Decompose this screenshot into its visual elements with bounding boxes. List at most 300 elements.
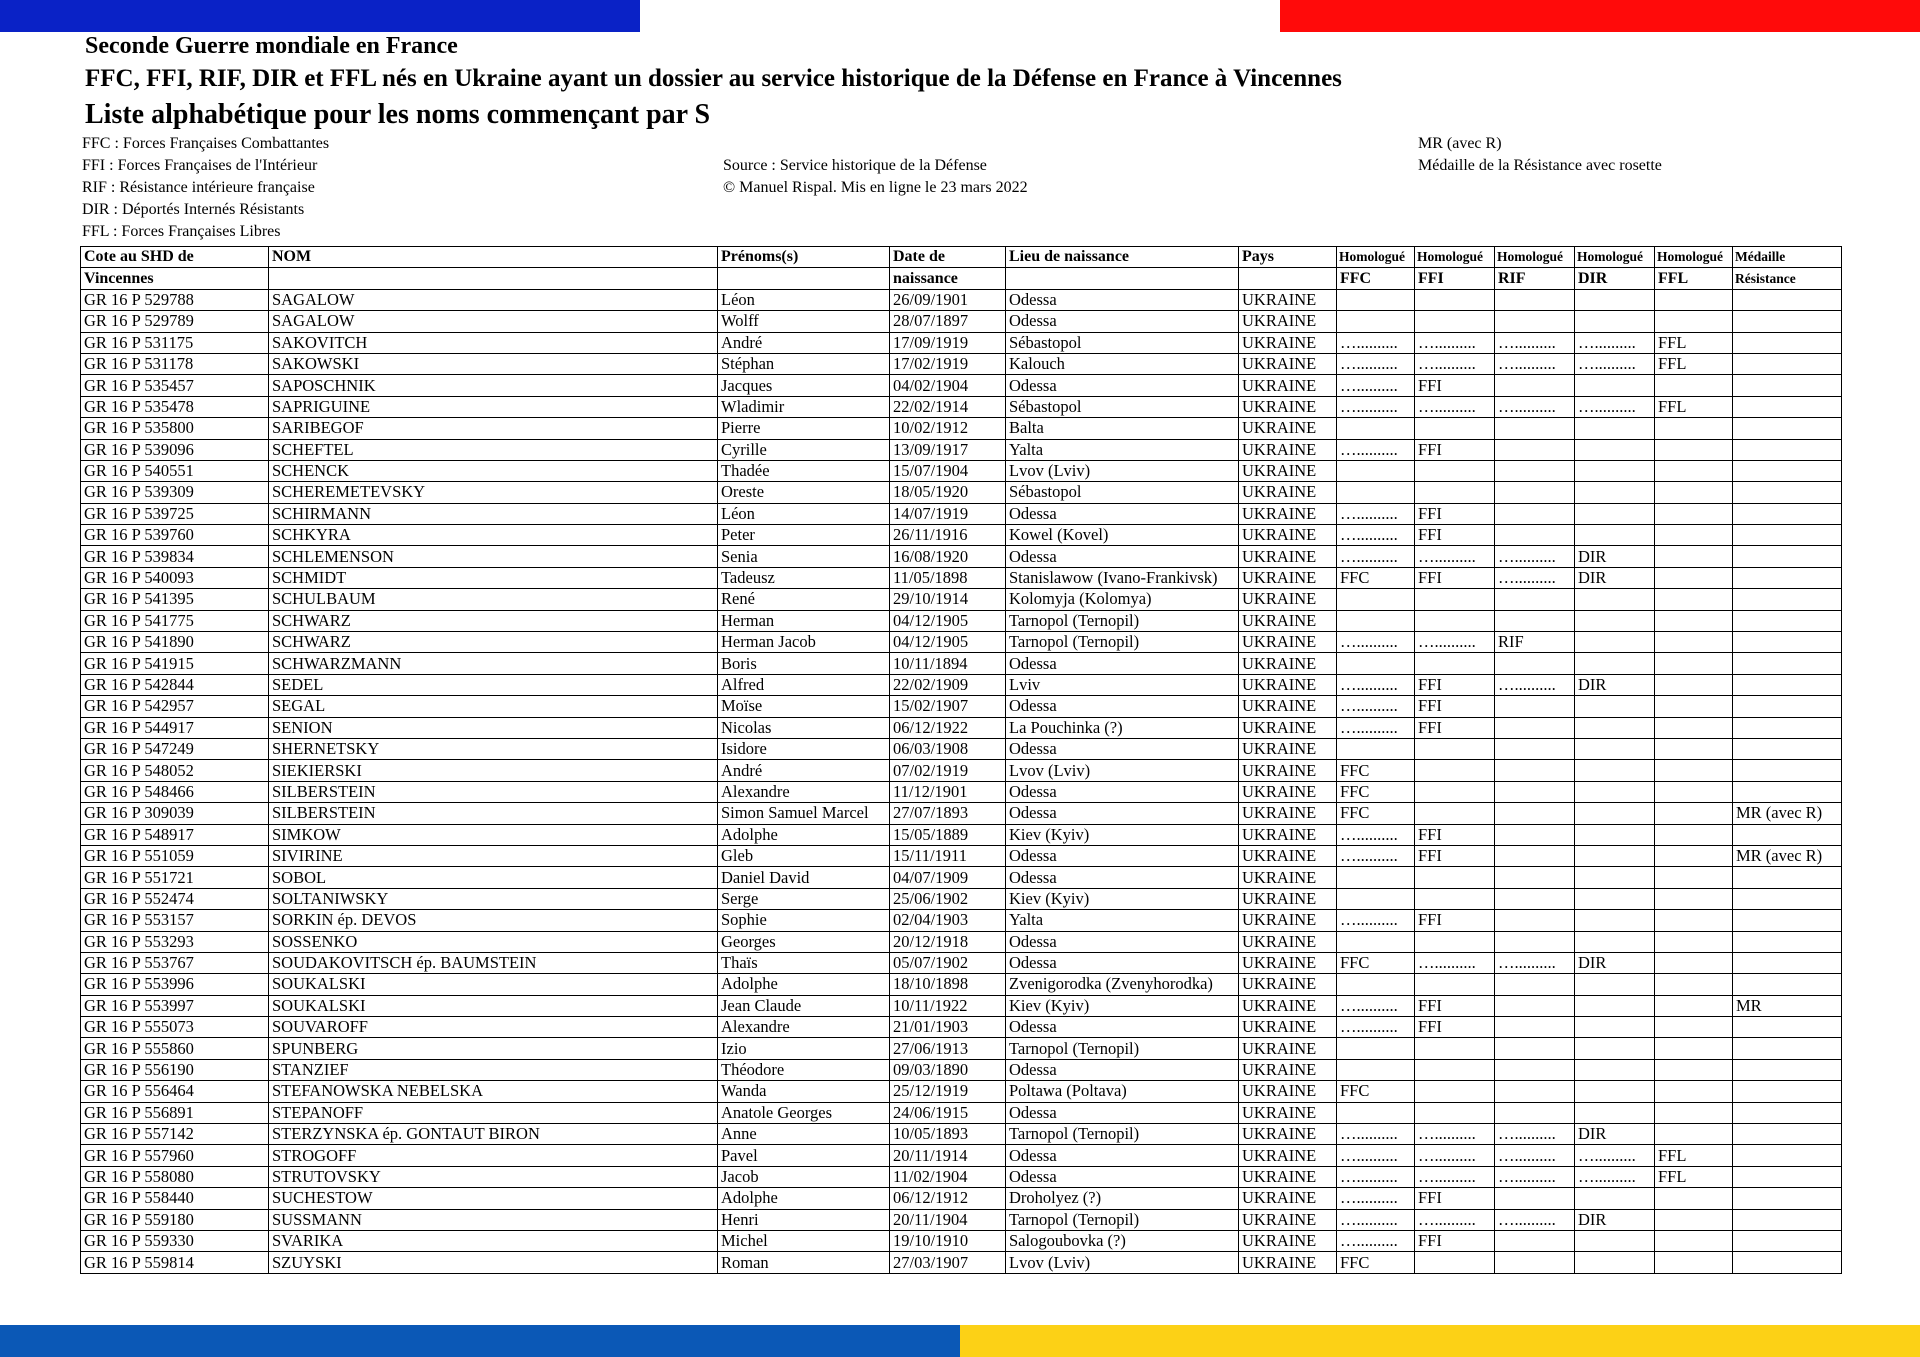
cell-lieu: Zvenigorodka (Zvenyhorodka) bbox=[1006, 974, 1239, 995]
col-header-prenoms: Prénoms(s) bbox=[718, 247, 890, 268]
cell-dir: ….......... bbox=[1575, 1145, 1655, 1166]
cell-medaille bbox=[1733, 460, 1842, 481]
cell-medaille bbox=[1733, 1145, 1842, 1166]
cell-lieu: Odessa bbox=[1006, 503, 1239, 524]
cell-ffc: ….......... bbox=[1337, 696, 1415, 717]
col-header-nom: NOM bbox=[269, 247, 718, 268]
table-row bbox=[81, 1166, 1842, 1187]
cell-lieu: Kalouch bbox=[1006, 353, 1239, 374]
cell-ffl bbox=[1655, 717, 1733, 738]
cell-date: 26/09/1901 bbox=[890, 289, 1006, 310]
cell-ffi: FFI bbox=[1415, 525, 1495, 546]
cell-cote: GR 16 P 548466 bbox=[81, 781, 269, 802]
cell-ffi: ….......... bbox=[1415, 1166, 1495, 1187]
cell-ffl bbox=[1655, 546, 1733, 567]
cell-prenoms: Herman Jacob bbox=[718, 632, 890, 653]
cell-date: 27/06/1913 bbox=[890, 1038, 1006, 1059]
cell-nom: SAPRIGUINE bbox=[269, 396, 718, 417]
cell-rif: ….......... bbox=[1495, 396, 1575, 417]
cell-medaille bbox=[1733, 653, 1842, 674]
cell-ffc: ….......... bbox=[1337, 632, 1415, 653]
cell-ffc: FFC bbox=[1337, 803, 1415, 824]
cell-ffl bbox=[1655, 567, 1733, 588]
cell-date: 18/05/1920 bbox=[890, 482, 1006, 503]
cell-date: 26/11/1916 bbox=[890, 525, 1006, 546]
cell-ffi: FFI bbox=[1415, 845, 1495, 866]
cell-ffi: FFI bbox=[1415, 503, 1495, 524]
cell-nom: SCHENCK bbox=[269, 460, 718, 481]
cell-pays: UKRAINE bbox=[1239, 760, 1337, 781]
cell-dir bbox=[1575, 974, 1655, 995]
table-row bbox=[81, 525, 1842, 546]
cell-ffc: ….......... bbox=[1337, 674, 1415, 695]
cell-ffc: ….......... bbox=[1337, 396, 1415, 417]
cell-ffc bbox=[1337, 653, 1415, 674]
cell-nom: SOBOL bbox=[269, 867, 718, 888]
cell-medaille bbox=[1733, 567, 1842, 588]
cell-nom: SOSSENKO bbox=[269, 931, 718, 952]
cell-ffi bbox=[1415, 867, 1495, 888]
cell-cote: GR 16 P 535457 bbox=[81, 375, 269, 396]
table-row bbox=[81, 418, 1842, 439]
table-row bbox=[81, 1059, 1842, 1080]
cell-nom: SORKIN ép. DEVOS bbox=[269, 910, 718, 931]
cell-prenoms: Michel bbox=[718, 1230, 890, 1251]
cell-ffi: ….......... bbox=[1415, 952, 1495, 973]
cell-pays: UKRAINE bbox=[1239, 1230, 1337, 1251]
cell-cote: GR 16 P 553997 bbox=[81, 995, 269, 1016]
cell-prenoms: Adolphe bbox=[718, 1188, 890, 1209]
cell-nom: SCHWARZ bbox=[269, 610, 718, 631]
cell-ffl: FFL bbox=[1655, 332, 1733, 353]
cell-nom: SAKOVITCH bbox=[269, 332, 718, 353]
cell-prenoms: Adolphe bbox=[718, 824, 890, 845]
cell-medaille bbox=[1733, 1209, 1842, 1230]
cell-lieu: Odessa bbox=[1006, 1059, 1239, 1080]
cell-date: 15/02/1907 bbox=[890, 696, 1006, 717]
cell-cote: GR 16 P 539760 bbox=[81, 525, 269, 546]
cell-dir: DIR bbox=[1575, 567, 1655, 588]
cell-lieu: Odessa bbox=[1006, 311, 1239, 332]
cell-ffl bbox=[1655, 1038, 1733, 1059]
cell-dir bbox=[1575, 1102, 1655, 1123]
cell-nom: STRUTOVSKY bbox=[269, 1166, 718, 1187]
cell-cote: GR 16 P 541775 bbox=[81, 610, 269, 631]
cell-ffl: FFL bbox=[1655, 1166, 1733, 1187]
medal-legend-text: Médaille de la Résistance avec rosette bbox=[1418, 157, 1662, 174]
cell-pays: UKRAINE bbox=[1239, 353, 1337, 374]
cell-medaille bbox=[1733, 418, 1842, 439]
cell-pays: UKRAINE bbox=[1239, 375, 1337, 396]
cell-nom: SCHULBAUM bbox=[269, 589, 718, 610]
cell-ffc: FFC bbox=[1337, 567, 1415, 588]
cell-cote: GR 16 P 535478 bbox=[81, 396, 269, 417]
cell-dir: DIR bbox=[1575, 1124, 1655, 1145]
flag-band-yellow-bottom bbox=[960, 1325, 1920, 1357]
cell-lieu: Odessa bbox=[1006, 952, 1239, 973]
cell-lieu: Yalta bbox=[1006, 910, 1239, 931]
cell-cote: GR 16 P 551721 bbox=[81, 867, 269, 888]
cell-rif bbox=[1495, 1230, 1575, 1251]
cell-ffc bbox=[1337, 482, 1415, 503]
table-row bbox=[81, 1230, 1842, 1251]
cell-pays: UKRAINE bbox=[1239, 867, 1337, 888]
cell-prenoms: Léon bbox=[718, 289, 890, 310]
cell-rif bbox=[1495, 653, 1575, 674]
cell-medaille bbox=[1733, 1017, 1842, 1038]
cell-rif: ….......... bbox=[1495, 546, 1575, 567]
cell-lieu: Odessa bbox=[1006, 845, 1239, 866]
cell-ffc bbox=[1337, 589, 1415, 610]
cell-medaille bbox=[1733, 738, 1842, 759]
cell-medaille bbox=[1733, 546, 1842, 567]
cell-ffl bbox=[1655, 289, 1733, 310]
col-header-medaille-2: Résistance bbox=[1733, 268, 1842, 289]
cell-ffi: FFI bbox=[1415, 674, 1495, 695]
cell-ffc: ….......... bbox=[1337, 332, 1415, 353]
cell-dir bbox=[1575, 760, 1655, 781]
cell-date: 18/10/1898 bbox=[890, 974, 1006, 995]
col-header-rif-2: RIF bbox=[1495, 268, 1575, 289]
cell-ffi: ….......... bbox=[1415, 632, 1495, 653]
cell-pays: UKRAINE bbox=[1239, 803, 1337, 824]
list-heading: Liste alphabétique pour les noms commençant par S bbox=[85, 99, 711, 130]
cell-ffl bbox=[1655, 418, 1733, 439]
cell-date: 09/03/1890 bbox=[890, 1059, 1006, 1080]
cell-date: 21/01/1903 bbox=[890, 1017, 1006, 1038]
cell-cote: GR 16 P 540551 bbox=[81, 460, 269, 481]
cell-date: 17/09/1919 bbox=[890, 332, 1006, 353]
col-header-cote: Cote au SHD de bbox=[81, 247, 269, 268]
cell-pays: UKRAINE bbox=[1239, 1166, 1337, 1187]
cell-date: 24/06/1915 bbox=[890, 1102, 1006, 1123]
cell-dir bbox=[1575, 460, 1655, 481]
cell-ffi: ….......... bbox=[1415, 1145, 1495, 1166]
cell-pays: UKRAINE bbox=[1239, 824, 1337, 845]
table-row bbox=[81, 1038, 1842, 1059]
col-header-ffc: Homologué bbox=[1337, 247, 1415, 268]
cell-rif: ….......... bbox=[1495, 353, 1575, 374]
cell-dir bbox=[1575, 525, 1655, 546]
cell-nom: SCHLEMENSON bbox=[269, 546, 718, 567]
cell-ffl bbox=[1655, 995, 1733, 1016]
cell-ffc: ….......... bbox=[1337, 1209, 1415, 1230]
cell-ffi bbox=[1415, 888, 1495, 909]
cell-cote: GR 16 P 556891 bbox=[81, 1102, 269, 1123]
cell-dir bbox=[1575, 717, 1655, 738]
cell-dir: ….......... bbox=[1575, 353, 1655, 374]
table-row bbox=[81, 396, 1842, 417]
table-row bbox=[81, 311, 1842, 332]
cell-ffc: ….......... bbox=[1337, 995, 1415, 1016]
cell-ffl bbox=[1655, 632, 1733, 653]
cell-ffc: FFC bbox=[1337, 760, 1415, 781]
cell-ffl bbox=[1655, 589, 1733, 610]
col-header-rif: Homologué bbox=[1495, 247, 1575, 268]
table-row bbox=[81, 781, 1842, 802]
cell-lieu: Kowel (Kovel) bbox=[1006, 525, 1239, 546]
cell-lieu: Odessa bbox=[1006, 1102, 1239, 1123]
cell-cote: GR 16 P 539725 bbox=[81, 503, 269, 524]
cell-dir bbox=[1575, 845, 1655, 866]
cell-ffi bbox=[1415, 781, 1495, 802]
cell-rif bbox=[1495, 803, 1575, 824]
cell-ffc bbox=[1337, 931, 1415, 952]
cell-medaille bbox=[1733, 482, 1842, 503]
cell-medaille bbox=[1733, 1188, 1842, 1209]
cell-medaille bbox=[1733, 525, 1842, 546]
cell-pays: UKRAINE bbox=[1239, 503, 1337, 524]
cell-medaille bbox=[1733, 610, 1842, 631]
cell-dir: ….......... bbox=[1575, 332, 1655, 353]
cell-medaille bbox=[1733, 867, 1842, 888]
cell-rif bbox=[1495, 1188, 1575, 1209]
col-header-ffc-2: FFC bbox=[1337, 268, 1415, 289]
cell-rif bbox=[1495, 311, 1575, 332]
table-row bbox=[81, 931, 1842, 952]
cell-date: 16/08/1920 bbox=[890, 546, 1006, 567]
cell-rif: RIF bbox=[1495, 632, 1575, 653]
cell-prenoms: Herman bbox=[718, 610, 890, 631]
cell-medaille bbox=[1733, 375, 1842, 396]
cell-pays: UKRAINE bbox=[1239, 1145, 1337, 1166]
cell-cote: GR 16 P 542844 bbox=[81, 674, 269, 695]
cell-nom: SAGALOW bbox=[269, 289, 718, 310]
cell-pays: UKRAINE bbox=[1239, 717, 1337, 738]
cell-cote: GR 16 P 542957 bbox=[81, 696, 269, 717]
cell-dir bbox=[1575, 1252, 1655, 1273]
cell-pays: UKRAINE bbox=[1239, 696, 1337, 717]
cell-ffl bbox=[1655, 1188, 1733, 1209]
copyright-line: © Manuel Rispal. Mis en ligne le 23 mars 2022 bbox=[723, 179, 1028, 196]
cell-ffi: FFI bbox=[1415, 824, 1495, 845]
cell-rif bbox=[1495, 1038, 1575, 1059]
cell-nom: SCHMIDT bbox=[269, 567, 718, 588]
cell-rif: ….......... bbox=[1495, 674, 1575, 695]
cell-medaille bbox=[1733, 503, 1842, 524]
cell-ffc: ….......... bbox=[1337, 1145, 1415, 1166]
cell-ffc bbox=[1337, 888, 1415, 909]
cell-date: 22/02/1909 bbox=[890, 674, 1006, 695]
cell-prenoms: Wanda bbox=[718, 1081, 890, 1102]
cell-lieu: Tarnopol (Ternopil) bbox=[1006, 1124, 1239, 1145]
cell-pays: UKRAINE bbox=[1239, 738, 1337, 759]
cell-cote: GR 16 P 539096 bbox=[81, 439, 269, 460]
cell-medaille: MR (avec R) bbox=[1733, 845, 1842, 866]
cell-medaille bbox=[1733, 1166, 1842, 1187]
cell-ffl bbox=[1655, 1124, 1733, 1145]
cell-ffi bbox=[1415, 931, 1495, 952]
col-header-cote-2: Vincennes bbox=[81, 268, 269, 289]
table-row bbox=[81, 332, 1842, 353]
cell-ffc: ….......... bbox=[1337, 824, 1415, 845]
table-row bbox=[81, 888, 1842, 909]
cell-ffc: ….......... bbox=[1337, 717, 1415, 738]
cell-pays: UKRAINE bbox=[1239, 845, 1337, 866]
cell-dir bbox=[1575, 375, 1655, 396]
table-row bbox=[81, 632, 1842, 653]
table-row bbox=[81, 674, 1842, 695]
cell-prenoms: Wladimir bbox=[718, 396, 890, 417]
cell-medaille bbox=[1733, 332, 1842, 353]
cell-rif bbox=[1495, 738, 1575, 759]
cell-prenoms: Sophie bbox=[718, 910, 890, 931]
cell-dir bbox=[1575, 824, 1655, 845]
cell-ffi bbox=[1415, 460, 1495, 481]
table-row bbox=[81, 1017, 1842, 1038]
cell-nom: SILBERSTEIN bbox=[269, 781, 718, 802]
cell-nom: SHERNETSKY bbox=[269, 738, 718, 759]
cell-prenoms: Cyrille bbox=[718, 439, 890, 460]
cell-pays: UKRAINE bbox=[1239, 567, 1337, 588]
table-row bbox=[81, 974, 1842, 995]
cell-prenoms: Serge bbox=[718, 888, 890, 909]
cell-lieu: Odessa bbox=[1006, 1166, 1239, 1187]
table-row bbox=[81, 1124, 1842, 1145]
cell-lieu: Lviv bbox=[1006, 674, 1239, 695]
cell-medaille bbox=[1733, 589, 1842, 610]
cell-dir bbox=[1575, 781, 1655, 802]
cell-medaille bbox=[1733, 696, 1842, 717]
cell-pays: UKRAINE bbox=[1239, 610, 1337, 631]
cell-dir bbox=[1575, 1038, 1655, 1059]
cell-lieu: Salogoubovka (?) bbox=[1006, 1230, 1239, 1251]
cell-dir: DIR bbox=[1575, 546, 1655, 567]
cell-ffi: ….......... bbox=[1415, 396, 1495, 417]
cell-rif bbox=[1495, 1252, 1575, 1273]
cell-pays: UKRAINE bbox=[1239, 460, 1337, 481]
cell-dir bbox=[1575, 1017, 1655, 1038]
flag-band-blue-bottom bbox=[0, 1325, 960, 1357]
table-row bbox=[81, 653, 1842, 674]
cell-ffi bbox=[1415, 311, 1495, 332]
cell-date: 15/07/1904 bbox=[890, 460, 1006, 481]
cell-date: 17/02/1919 bbox=[890, 353, 1006, 374]
cell-nom: SCHEREMETEVSKY bbox=[269, 482, 718, 503]
col-header-ffi: Homologué bbox=[1415, 247, 1495, 268]
cell-lieu: Droholyez (?) bbox=[1006, 1188, 1239, 1209]
cell-lieu: Sébastopol bbox=[1006, 482, 1239, 503]
cell-pays: UKRAINE bbox=[1239, 995, 1337, 1016]
col-header-dir-2: DIR bbox=[1575, 268, 1655, 289]
abbreviation-legend bbox=[82, 133, 329, 243]
cell-date: 13/09/1917 bbox=[890, 439, 1006, 460]
table-row bbox=[81, 1102, 1842, 1123]
cell-rif bbox=[1495, 482, 1575, 503]
cell-date: 04/07/1909 bbox=[890, 867, 1006, 888]
col-header-ffi-2: FFI bbox=[1415, 268, 1495, 289]
cell-nom: STEPANOFF bbox=[269, 1102, 718, 1123]
cell-lieu: Kolomyja (Kolomya) bbox=[1006, 589, 1239, 610]
cell-ffi: FFI bbox=[1415, 910, 1495, 931]
document-subtitle: FFC, FFI, RIF, DIR et FFL nés en Ukraine ayant un dossier au service historique de la Défense en France à Vincennes bbox=[85, 65, 1342, 92]
cell-date: 14/07/1919 bbox=[890, 503, 1006, 524]
cell-date: 04/12/1905 bbox=[890, 610, 1006, 631]
cell-medaille bbox=[1733, 717, 1842, 738]
table-row bbox=[81, 952, 1842, 973]
table-row bbox=[81, 546, 1842, 567]
cell-rif: ….......... bbox=[1495, 1124, 1575, 1145]
cell-medaille bbox=[1733, 1059, 1842, 1080]
table-row bbox=[81, 995, 1842, 1016]
cell-ffc bbox=[1337, 974, 1415, 995]
cell-prenoms: Georges bbox=[718, 931, 890, 952]
cell-cote: GR 16 P 558440 bbox=[81, 1188, 269, 1209]
cell-pays: UKRAINE bbox=[1239, 910, 1337, 931]
cell-cote: GR 16 P 309039 bbox=[81, 803, 269, 824]
table-row bbox=[81, 567, 1842, 588]
cell-lieu: Lvov (Lviv) bbox=[1006, 760, 1239, 781]
cell-cote: GR 16 P 559180 bbox=[81, 1209, 269, 1230]
cell-ffl bbox=[1655, 460, 1733, 481]
cell-rif: ….......... bbox=[1495, 1209, 1575, 1230]
cell-ffl bbox=[1655, 696, 1733, 717]
cell-ffc: ….......... bbox=[1337, 546, 1415, 567]
cell-prenoms: Théodore bbox=[718, 1059, 890, 1080]
records-body bbox=[81, 289, 1842, 1273]
cell-nom: SARIBEGOF bbox=[269, 418, 718, 439]
cell-ffl bbox=[1655, 845, 1733, 866]
cell-cote: GR 16 P 553293 bbox=[81, 931, 269, 952]
col-header-dir: Homologué bbox=[1575, 247, 1655, 268]
cell-ffc bbox=[1337, 418, 1415, 439]
cell-medaille bbox=[1733, 1038, 1842, 1059]
cell-cote: GR 16 P 539309 bbox=[81, 482, 269, 503]
cell-lieu: Odessa bbox=[1006, 696, 1239, 717]
cell-ffi bbox=[1415, 653, 1495, 674]
cell-medaille bbox=[1733, 888, 1842, 909]
cell-rif bbox=[1495, 995, 1575, 1016]
cell-pays: UKRAINE bbox=[1239, 674, 1337, 695]
cell-pays: UKRAINE bbox=[1239, 1209, 1337, 1230]
cell-lieu: Yalta bbox=[1006, 439, 1239, 460]
cell-ffl bbox=[1655, 867, 1733, 888]
cell-medaille bbox=[1733, 974, 1842, 995]
cell-date: 06/12/1912 bbox=[890, 1188, 1006, 1209]
cell-date: 04/02/1904 bbox=[890, 375, 1006, 396]
cell-date: 06/12/1922 bbox=[890, 717, 1006, 738]
cell-nom: SCHWARZMANN bbox=[269, 653, 718, 674]
cell-prenoms: Henri bbox=[718, 1209, 890, 1230]
cell-ffi bbox=[1415, 974, 1495, 995]
table-row bbox=[81, 375, 1842, 396]
cell-date: 10/02/1912 bbox=[890, 418, 1006, 439]
cell-ffi bbox=[1415, 1059, 1495, 1080]
cell-dir bbox=[1575, 910, 1655, 931]
cell-ffl bbox=[1655, 1081, 1733, 1102]
cell-cote: GR 16 P 541890 bbox=[81, 632, 269, 653]
header-row bbox=[81, 268, 1842, 289]
cell-prenoms: Anatole Georges bbox=[718, 1102, 890, 1123]
cell-lieu: Odessa bbox=[1006, 781, 1239, 802]
cell-cote: GR 16 P 548052 bbox=[81, 760, 269, 781]
cell-date: 29/10/1914 bbox=[890, 589, 1006, 610]
cell-ffi: FFI bbox=[1415, 1230, 1495, 1251]
cell-dir bbox=[1575, 289, 1655, 310]
cell-ffi: ….......... bbox=[1415, 332, 1495, 353]
cell-ffc bbox=[1337, 867, 1415, 888]
cell-rif bbox=[1495, 289, 1575, 310]
cell-pays: UKRAINE bbox=[1239, 888, 1337, 909]
cell-cote: GR 16 P 547249 bbox=[81, 738, 269, 759]
cell-prenoms: Oreste bbox=[718, 482, 890, 503]
cell-rif: ….......... bbox=[1495, 952, 1575, 973]
cell-pays: UKRAINE bbox=[1239, 931, 1337, 952]
cell-nom: SCHWARZ bbox=[269, 632, 718, 653]
cell-date: 11/12/1901 bbox=[890, 781, 1006, 802]
cell-date: 19/10/1910 bbox=[890, 1230, 1006, 1251]
cell-medaille bbox=[1733, 910, 1842, 931]
